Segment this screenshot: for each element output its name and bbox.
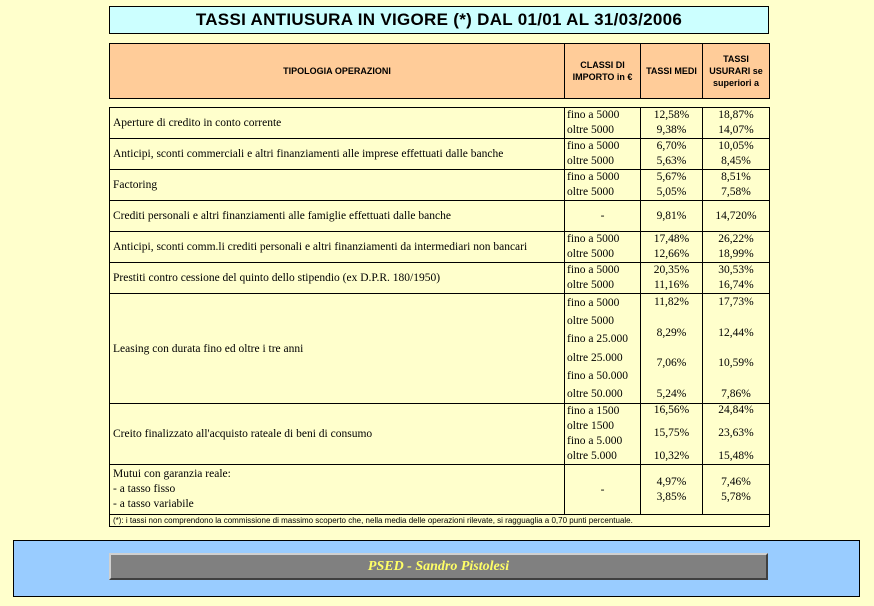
class-cell <box>565 294 641 404</box>
usurari-cell <box>703 294 770 404</box>
usurari-cell <box>703 170 770 201</box>
rate-value: 3,85% <box>656 490 687 503</box>
rate-value: 5,78% <box>721 490 751 503</box>
rate-value: 14,07% <box>718 124 754 136</box>
stack-value: 24,84% <box>718 404 754 417</box>
rate-value: 30,53% <box>718 264 754 276</box>
medi-cell <box>641 139 703 170</box>
class-value: fino a 5000 <box>567 140 620 152</box>
stack-value: fino a 5000 <box>567 297 620 309</box>
stack-value: oltre 1500 <box>567 420 614 433</box>
class-value: fino a 5000 <box>567 233 620 245</box>
stack-value: 17,73% <box>718 296 754 309</box>
stack-value: 8,29% <box>656 326 687 339</box>
table-row <box>110 201 770 232</box>
class-value: fino a 5000 <box>567 264 620 276</box>
mutui-line: Mutui con garanzia reale: <box>113 468 231 481</box>
class-value: fino a 5000 <box>567 171 620 183</box>
stack-value <box>644 341 699 356</box>
table-row <box>110 108 770 139</box>
table-row <box>110 170 770 201</box>
medi-cell <box>641 404 703 465</box>
class-cell: - <box>565 465 641 515</box>
rate-value: 5,67% <box>656 171 687 183</box>
mutui-line: - a tasso fisso <box>113 483 176 496</box>
medi-cell <box>641 108 703 139</box>
class-cell <box>565 139 641 170</box>
header-usurari: TASSI USURARI se superiori a <box>703 44 770 99</box>
operation-label: Prestiti contro cessione del quinto dello stipendio (ex D.P.R. 180/1950) <box>110 263 565 294</box>
footer-panel <box>13 540 860 597</box>
rate-value: 10,05% <box>718 140 754 152</box>
medi-cell <box>641 294 703 404</box>
stack-value: 10,59% <box>718 357 754 370</box>
stack-value: 23,63% <box>718 427 754 440</box>
class-value: oltre 5000 <box>567 155 614 167</box>
stack-value: oltre 25.000 <box>567 351 623 364</box>
operation-label: Creito finalizzato all'acquisto rateale di beni di consumo <box>110 404 565 465</box>
rate-value: 11,16% <box>653 279 690 291</box>
stack-value <box>644 311 699 326</box>
class-value: oltre 5000 <box>567 186 614 198</box>
mutui-line: - a tasso variabile <box>113 498 194 511</box>
table-row <box>110 232 770 263</box>
stack-value: fino a 50.000 <box>567 369 629 382</box>
class-cell <box>565 263 641 294</box>
table-row-note <box>110 515 770 527</box>
author-credit: PSED - Sandro Pistolesi <box>109 553 768 580</box>
footnote: (*): i tassi non comprendono la commissione di massimo scoperto che, nella media delle operazioni rilevate, si ragguaglia a 0,70 punti percentuale. <box>110 515 770 527</box>
medi-cell <box>641 263 703 294</box>
class-value: oltre 5000 <box>567 279 614 291</box>
operation-label: Aperture di credito in conto corrente <box>110 108 565 139</box>
rate-value: 20,35% <box>653 264 690 276</box>
stack-value <box>706 311 766 326</box>
stack-value: 7,06% <box>656 357 687 370</box>
medi-cell <box>641 170 703 201</box>
class-value: oltre 5000 <box>567 248 614 260</box>
class-cell <box>565 404 641 465</box>
rate-value: 12,58% <box>653 109 690 121</box>
stack-value: 15,75% <box>653 427 690 440</box>
stack-value: fino a 25.000 <box>567 333 629 346</box>
page-title: TASSI ANTIUSURA IN VIGORE (*) DAL 01/01 AL 31/03/2006 <box>109 6 769 34</box>
rate-value: 5,05% <box>656 186 687 198</box>
class-cell <box>565 201 641 232</box>
stack-value: 5,24% <box>656 387 687 400</box>
rate-value: 26,22% <box>718 233 754 245</box>
stack-value: oltre 50.000 <box>567 387 623 400</box>
usurari-cell <box>703 404 770 465</box>
rate-value: 8,45% <box>721 155 751 167</box>
rate-value: 6,70% <box>656 140 687 152</box>
rate-value: 5,63% <box>656 155 687 167</box>
rate-value: 7,46% <box>721 475 751 488</box>
stack-value: 16,56% <box>653 404 690 417</box>
stack-value: fino a 1500 <box>567 405 620 418</box>
table-row-credito <box>110 404 770 465</box>
usurari-cell <box>703 201 770 232</box>
class-cell <box>565 232 641 263</box>
header-classi: CLASSI DI IMPORTO in € <box>565 44 641 99</box>
operation-label: Crediti personali e altri finanziamenti alle famiglie effettuati dalle banche <box>110 201 565 232</box>
rate-value: 8,51% <box>721 171 751 183</box>
rate-value: 12,66% <box>653 248 690 260</box>
rate-value: 4,97% <box>656 475 687 488</box>
medi-cell <box>641 465 703 515</box>
table-row <box>110 139 770 170</box>
header-table <box>109 43 770 99</box>
rate-value: 9,81% <box>656 209 687 222</box>
operation-label <box>110 465 565 515</box>
rate-value: 14,720% <box>715 209 757 222</box>
table-row <box>110 263 770 294</box>
stack-value: 7,86% <box>721 387 751 400</box>
usurari-cell <box>703 139 770 170</box>
stack-value <box>644 371 699 386</box>
rate-value: 16,74% <box>718 279 754 291</box>
class-value: oltre 5000 <box>567 124 614 136</box>
table-row-leasing <box>110 294 770 404</box>
rate-value: 9,38% <box>656 124 687 136</box>
usurari-cell <box>703 232 770 263</box>
stack-value: fino a 5.000 <box>567 435 623 448</box>
stack-value: oltre 5000 <box>567 315 614 328</box>
stack-value: 12,44% <box>718 326 754 339</box>
header-medi: TASSI MEDI <box>641 44 703 99</box>
stack-value: 15,48% <box>718 450 754 463</box>
rate-value: 18,99% <box>718 248 754 260</box>
class-cell <box>565 108 641 139</box>
rate-value: 7,58% <box>721 186 751 198</box>
usurari-cell <box>703 108 770 139</box>
stack-value <box>706 371 766 386</box>
rate-value: 17,48% <box>653 233 690 245</box>
operation-label: Leasing con durata fino ed oltre i tre anni <box>110 294 565 404</box>
header-tipologia: TIPOLOGIA OPERAZIONI <box>110 44 565 99</box>
stack-value <box>706 341 766 356</box>
class-value: - <box>600 210 605 222</box>
rates-table <box>109 107 770 527</box>
class-cell <box>565 170 641 201</box>
medi-cell <box>641 232 703 263</box>
class-value: fino a 5000 <box>567 109 620 121</box>
stack-value: oltre 5.000 <box>567 450 617 463</box>
usurari-cell <box>703 465 770 515</box>
rate-value: 18,87% <box>718 109 754 121</box>
usurari-cell <box>703 263 770 294</box>
operation-label: Anticipi, sconti comm.li crediti personali e altri finanziamenti da intermediari non bancari <box>110 232 565 263</box>
medi-cell <box>641 201 703 232</box>
operation-label: Factoring <box>110 170 565 201</box>
table-row-mutui <box>110 465 770 515</box>
stack-value: 10,32% <box>653 450 690 463</box>
stack-value: 11,82% <box>653 296 690 309</box>
operation-label: Anticipi, sconti commerciali e altri finanziamenti alle imprese effettuati dalle banche <box>110 139 565 170</box>
